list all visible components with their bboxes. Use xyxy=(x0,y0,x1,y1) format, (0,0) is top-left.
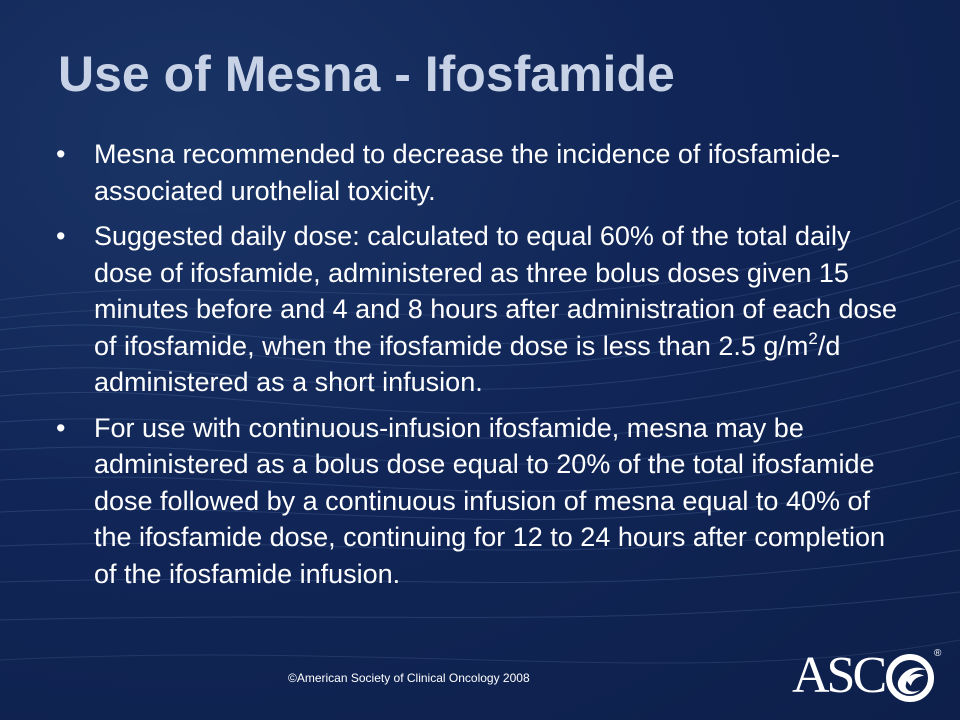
bullet-item xyxy=(54,136,914,209)
bullet-marker: • xyxy=(56,221,66,251)
registered-mark: ® xyxy=(934,648,942,659)
bullet-item xyxy=(54,218,914,401)
bullet-list xyxy=(54,136,914,601)
bullet-marker: • xyxy=(56,139,66,169)
bullet-text: Mesna recommended to decrease the incidence of ifosfamide-associated urothelial toxicity. xyxy=(94,139,840,206)
logo-wordmark: ASC xyxy=(792,647,885,704)
copyright-notice: ©American Society of Clinical Oncology 2008 xyxy=(288,671,530,685)
asco-flame-circle-icon xyxy=(886,650,936,704)
bullet-text xyxy=(94,221,897,397)
bullet-text-part: Suggested daily dose: calculated to equal 60% of the total daily dose of ifosfamide, administered as three bolus doses given 15 minutes before and 4 and 8 hours after administration of each dose of ifosfamide, when the ifosfamide dose is less than 2.5 g/m xyxy=(94,221,897,361)
slide-title: Use of Mesna - Ifosfamide xyxy=(58,46,675,102)
superscript-exponent: 2 xyxy=(808,328,818,348)
bullet-item xyxy=(54,410,914,593)
asco-logo xyxy=(792,644,952,710)
bullet-text-part: /d administered as a short infusion. xyxy=(94,330,841,397)
bullet-text: For use with continuous-infusion ifosfamide, mesna may be administered as a bolus dose equal to 20% of the total ifosfamide dose followed by a continuous infusion of mesna equal to 40% of the ifosfamide dose, continuing for 12 to 24 hours after completion of the ifosfamide infusion. xyxy=(94,412,885,589)
bullet-marker: • xyxy=(56,412,66,443)
